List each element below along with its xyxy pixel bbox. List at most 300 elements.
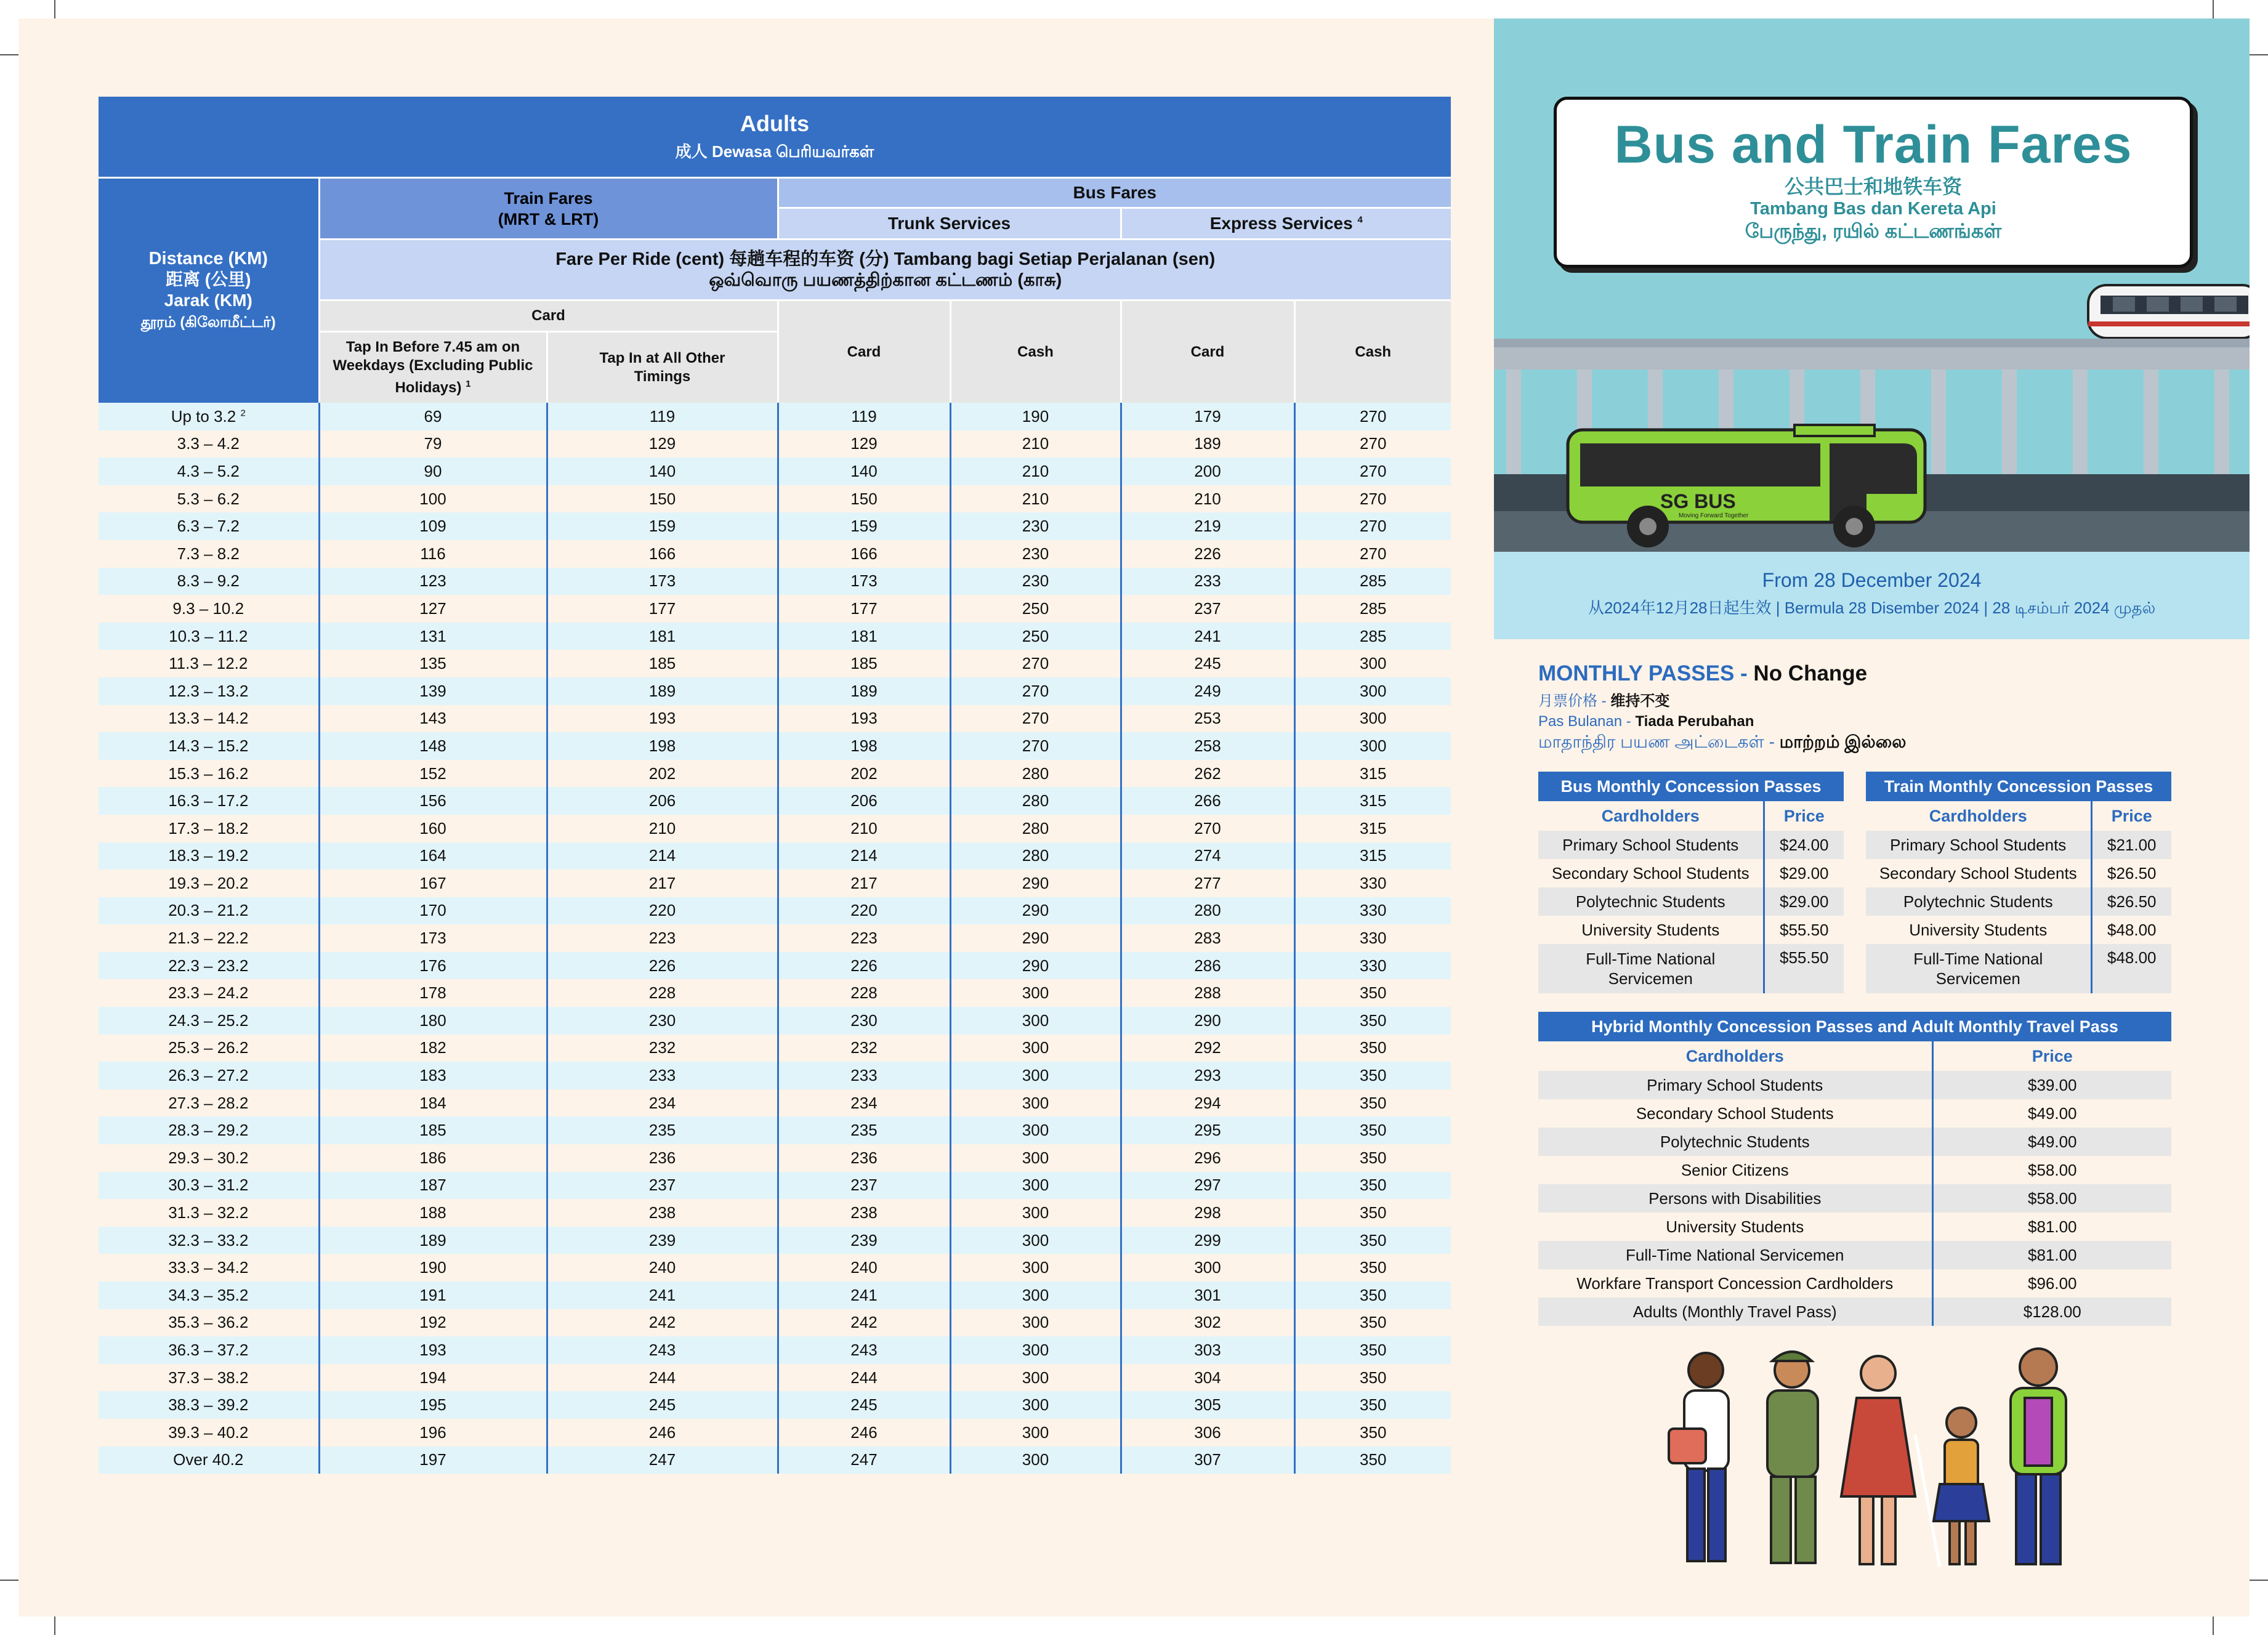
express-card-header: Card [1121,301,1294,403]
express-cash-cell: 350 [1294,1282,1451,1309]
trunk-cash-cell: 210 [950,430,1121,458]
trunk-cash-cell: 230 [950,540,1121,568]
express-cash-cell: 285 [1294,595,1451,623]
train-card-cell: 235 [547,1116,778,1144]
trunk-cash-cell: 300 [950,1391,1121,1419]
train-card-cell: 246 [547,1419,778,1447]
distance-cell: 6.3 – 7.2 [99,512,319,540]
fare-row [99,842,1451,870]
train-peak-card-cell: 178 [319,979,547,1007]
hero-title: Bus and Train Fares [1614,115,2133,174]
express-cash-cell: 350 [1294,1172,1451,1200]
cardholder-cell: Primary School Students [1538,831,1764,859]
trunk-card-cell: 228 [778,979,950,1007]
distance-cell: 26.3 – 27.2 [99,1062,319,1089]
train-card-cell: 240 [547,1254,778,1282]
express-cash-cell: 350 [1294,1116,1451,1144]
train-peak-card-cell: 164 [319,842,547,870]
train-card-cell: 244 [547,1364,778,1392]
trunk-card-cell: 232 [778,1035,950,1062]
person-student-icon [1934,1408,1989,1564]
distance-cell: 4.3 – 5.2 [99,458,319,485]
pass-row [1538,1128,2171,1156]
hybrid-passes-body [1538,1071,2171,1326]
trunk-card-cell: 242 [778,1309,950,1337]
train-peak-card-cell: 90 [319,458,547,485]
express-cash-cell: 350 [1294,1336,1451,1364]
fare-row [99,1172,1451,1200]
express-card-cell: 200 [1121,458,1294,485]
trunk-cash-cell: 300 [950,1007,1121,1035]
fare-row [99,568,1451,595]
trunk-cash-cell: 190 [950,403,1121,430]
distance-cell: 32.3 – 33.2 [99,1227,319,1254]
train-card-cell: 242 [547,1309,778,1337]
express-cash-cell: 285 [1294,623,1451,650]
express-card-cell: 233 [1121,568,1294,595]
express-card-cell: 274 [1121,842,1294,870]
hybrid-monthly-passes-table [1538,1012,2171,1326]
train-peak-card-cell: 180 [319,1007,547,1035]
fare-row [99,1309,1451,1337]
train-card-cell: 238 [547,1199,778,1227]
trunk-cash-cell: 300 [950,1447,1121,1474]
trunk-card-cell: 230 [778,1007,950,1035]
distance-cell: 36.3 – 37.2 [99,1336,319,1364]
train-peak-card-cell: 167 [319,870,547,897]
pass-row [1538,916,1844,944]
trunk-card-cell: 119 [778,403,950,430]
trunk-cash-cell: 300 [950,1309,1121,1337]
train-card-cell: 193 [547,705,778,733]
express-cash-cell: 315 [1294,815,1451,842]
trunk-card-cell: 193 [778,705,950,733]
price-cell: $26.50 [2091,887,2171,916]
express-card-cell: 294 [1121,1089,1294,1117]
train-peak-card-cell: 185 [319,1116,547,1144]
fare-row [99,485,1451,513]
train-peak-card-cell: 193 [319,1336,547,1364]
trunk-card-cell: 173 [778,568,950,595]
express-cash-cell: 350 [1294,1035,1451,1062]
monthly-passes-heading [1538,661,1906,752]
train-passes-col-price: Price [2091,801,2171,831]
train-peak-card-cell: 100 [319,485,547,513]
trunk-cash-cell: 290 [950,897,1121,925]
pass-row [1538,1071,2171,1099]
pass-row [1538,1269,2171,1298]
train-peak-card-cell: 176 [319,952,547,980]
distance-cell: 9.3 – 10.2 [99,595,319,623]
express-card-cell: 301 [1121,1282,1294,1309]
adults-title: Adults [740,110,809,136]
price-cell: $48.00 [2091,916,2171,944]
effective-date: From 28 December 2024 [1762,569,1982,591]
train-peak-card-cell: 156 [319,787,547,815]
commuters-illustration [1650,1342,2106,1583]
train-card-cell: 233 [547,1062,778,1089]
trunk-cash-cell: 300 [950,1419,1121,1447]
train-peak-card-cell: 79 [319,430,547,458]
fare-row [99,815,1451,842]
hero-title-ms: Tambang Bas dan Kereta Api [1750,199,1996,219]
price-cell: $55.50 [1764,916,1844,944]
fare-row [99,952,1451,980]
train-peak-card-cell: 186 [319,1144,547,1172]
cardholder-cell: Secondary School Students [1866,859,2091,887]
distance-cell: 28.3 – 29.2 [99,1116,319,1144]
express-card-cell: 288 [1121,979,1294,1007]
train-card-cell: 228 [547,979,778,1007]
fare-row [99,897,1451,925]
trunk-card-cell: 243 [778,1336,950,1364]
monthly-ms-label: Pas Bulanan - [1538,713,1636,730]
trunk-card-cell: 214 [778,842,950,870]
trunk-cash-header: Cash [950,301,1121,403]
express-cash-cell: 350 [1294,1144,1451,1172]
train-icon [2088,285,2250,338]
train-peak-card-cell: 182 [319,1035,547,1062]
train-card-cell: 237 [547,1172,778,1200]
viaduct-deck [1494,339,2250,347]
train-peak-card-cell: 127 [319,595,547,623]
express-card-cell: 179 [1121,403,1294,430]
fare-per-ride-header [319,240,1451,301]
express-cash-cell: 350 [1294,1391,1451,1419]
trunk-card-cell: 239 [778,1227,950,1254]
distance-cell: 33.3 – 34.2 [99,1254,319,1282]
trunk-card-cell: 245 [778,1391,950,1419]
distance-label-ms: Jarak (KM) [164,291,252,310]
express-cash-cell: 330 [1294,924,1451,952]
express-cash-cell: 300 [1294,650,1451,677]
express-card-cell: 290 [1121,1007,1294,1035]
express-card-cell: 298 [1121,1199,1294,1227]
fare-per-ride-line2: ஒவ்வொரு பயணத்திற்கான கட்டணம் (காசு) [709,270,1062,290]
trunk-cash-cell: 280 [950,760,1121,788]
express-card-cell: 286 [1121,952,1294,980]
fare-row [99,1062,1451,1089]
trunk-card-cell: 240 [778,1254,950,1282]
distance-cell: 37.3 – 38.2 [99,1364,319,1392]
express-cash-cell: 315 [1294,787,1451,815]
trunk-card-cell: 140 [778,458,950,485]
cardholder-cell: Primary School Students [1538,1071,1932,1099]
price-cell: $24.00 [1764,831,1844,859]
distance-cell: 7.3 – 8.2 [99,540,319,568]
fare-per-ride-line1: Fare Per Ride (cent) 每趟车程的车资 (分) Tambang bagi Setiap Perjalanan (sen) [555,249,1216,269]
person-woman-icon [1841,1356,1940,1567]
person-office-worker-icon [1669,1353,1729,1561]
cardholder-cell: University Students [1538,1213,1932,1241]
pass-row [1866,887,2171,916]
distance-label-en: Distance (KM) [148,249,268,268]
adults-header [99,97,1451,178]
cardholder-cell: Persons with Disabilities [1538,1184,1932,1213]
bus-passes-col-cardholders: Cardholders [1538,801,1764,831]
monthly-zh-bold: 维持不变 [1610,693,1670,709]
train-peak-card-cell: 135 [319,650,547,677]
express-card-cell: 266 [1121,787,1294,815]
trunk-card-cell: 185 [778,650,950,677]
trunk-card-cell: 177 [778,595,950,623]
cardholder-cell: University Students [1866,916,2091,944]
trunk-cash-cell: 300 [950,1227,1121,1254]
trunk-cash-cell: 300 [950,1116,1121,1144]
trunk-cash-cell: 270 [950,650,1121,677]
fare-row [99,787,1451,815]
train-peak-card-cell: 109 [319,512,547,540]
train-peak-card-cell: 170 [319,897,547,925]
trunk-card-cell: 129 [778,430,950,458]
express-card-cell: 210 [1121,485,1294,513]
hero-banner [1494,18,2250,552]
express-card-cell: 307 [1121,1447,1294,1474]
trunk-card-cell: 236 [778,1144,950,1172]
train-peak-card-cell: 123 [319,568,547,595]
distance-cell: 27.3 – 28.2 [99,1089,319,1117]
train-fares-title: Train Fares [504,188,593,208]
train-card-cell: 189 [547,677,778,705]
price-cell: $55.50 [1764,944,1844,993]
train-card-cell: 129 [547,430,778,458]
train-peak-card-cell: 194 [319,1364,547,1392]
trunk-cash-cell: 280 [950,842,1121,870]
express-services-header [1121,208,1451,240]
distance-cell: 18.3 – 19.2 [99,842,319,870]
trunk-cash-cell: 280 [950,787,1121,815]
train-card-cell: 185 [547,650,778,677]
distance-cell: 38.3 – 39.2 [99,1391,319,1419]
monthly-passes-title [1538,661,1906,686]
fare-row [99,430,1451,458]
train-card-cell: 166 [547,540,778,568]
express-card-cell: 258 [1121,732,1294,760]
pass-row [1538,831,1844,859]
trunk-card-cell: 247 [778,1447,950,1474]
hero-title-box [1554,97,2193,268]
bus-monthly-passes-table [1538,772,1844,993]
monthly-ms [1538,711,1906,732]
train-card-cell: 239 [547,1227,778,1254]
distance-cell: 10.3 – 11.2 [99,623,319,650]
train-card-cell: 220 [547,897,778,925]
train-peak-card-cell: 183 [319,1062,547,1089]
cardholder-cell: Full-Time National Servicemen [1866,944,2091,993]
trunk-cash-cell: 290 [950,924,1121,952]
distance-cell: 24.3 – 25.2 [99,1007,319,1035]
trunk-card-cell: 206 [778,787,950,815]
price-cell: $21.00 [2091,831,2171,859]
express-cash-cell: 285 [1294,568,1451,595]
express-card-cell: 292 [1121,1035,1294,1062]
trunk-cash-cell: 210 [950,485,1121,513]
train-peak-card-cell: 69 [319,403,547,430]
express-cash-cell: 315 [1294,760,1451,788]
express-footnote: 4 [1357,214,1363,225]
express-card-cell: 304 [1121,1364,1294,1392]
cardholder-cell: University Students [1538,916,1764,944]
pass-row [1866,916,2171,944]
express-cash-cell: 350 [1294,1309,1451,1337]
fare-row [99,623,1451,650]
train-peak-card-cell: 196 [319,1419,547,1447]
trunk-card-cell: 237 [778,1172,950,1200]
train-card-cell: 245 [547,1391,778,1419]
express-cash-cell: 270 [1294,458,1451,485]
monthly-title-label: MONTHLY PASSES - [1538,661,1754,685]
cardholder-cell: Primary School Students [1866,831,2091,859]
fare-row [99,870,1451,897]
trunk-card-cell: 233 [778,1062,950,1089]
train-card-cell: 223 [547,924,778,952]
train-passes-body [1866,831,2171,993]
monthly-zh-label: 月票价格 - [1538,693,1611,709]
trunk-card-cell: 198 [778,732,950,760]
trunk-cash-cell: 250 [950,623,1121,650]
express-cash-cell: 330 [1294,870,1451,897]
train-card-cell: 210 [547,815,778,842]
train-card-cell: 198 [547,732,778,760]
distance-cell: Over 40.2 [99,1447,319,1474]
express-cash-cell: 300 [1294,705,1451,733]
trunk-card-cell: 210 [778,815,950,842]
cardholder-cell: Workfare Transport Concession Cardholders [1538,1269,1932,1298]
hybrid-passes-col-cardholders: Cardholders [1538,1041,1932,1071]
distance-value: Up to 3.2 [171,406,236,426]
trunk-card-cell: 226 [778,952,950,980]
express-cash-header: Cash [1294,301,1451,403]
trunk-card-cell: 181 [778,623,950,650]
train-card-header: Card [319,301,778,332]
train-card-cell: 243 [547,1336,778,1364]
fare-row [99,458,1451,485]
distance-cell: 16.3 – 17.2 [99,787,319,815]
distance-footnote: 2 [240,408,246,419]
train-card-cell: 241 [547,1282,778,1309]
pass-row [1538,887,1844,916]
fare-row [99,1391,1451,1419]
express-cash-cell: 350 [1294,1364,1451,1392]
fare-row [99,1116,1451,1144]
distance-cell: 13.3 – 14.2 [99,705,319,733]
train-peak-card-cell: 143 [319,705,547,733]
express-card-cell: 262 [1121,760,1294,788]
monthly-ms-bold: Tiada Perubahan [1635,713,1754,730]
trunk-cash-cell: 300 [950,1144,1121,1172]
distance-cell: 3.3 – 4.2 [99,430,319,458]
train-card-cell: 150 [547,485,778,513]
distance-cell: 8.3 – 9.2 [99,568,319,595]
express-card-cell: 270 [1121,815,1294,842]
express-card-cell: 302 [1121,1309,1294,1337]
trunk-card-header: Card [778,301,950,403]
price-cell: $58.00 [1932,1184,2171,1213]
fare-row [99,1364,1451,1392]
monthly-no-change: No Change [1753,661,1868,685]
train-card-cell: 232 [547,1035,778,1062]
distance-cell: 23.3 – 24.2 [99,979,319,1007]
trunk-cash-cell: 270 [950,732,1121,760]
fare-row [99,1282,1451,1309]
distance-label-zh: 距离 (公里) [166,270,251,289]
fare-row [99,1089,1451,1117]
fare-row [99,1144,1451,1172]
distance-cell: 14.3 – 15.2 [99,732,319,760]
trunk-card-cell: 166 [778,540,950,568]
express-cash-cell: 300 [1294,677,1451,705]
express-cash-cell: 330 [1294,897,1451,925]
trunk-card-cell: 159 [778,512,950,540]
express-cash-cell: 330 [1294,952,1451,980]
train-card-cell: 247 [547,1447,778,1474]
pass-row [1538,859,1844,887]
trunk-card-cell: 246 [778,1419,950,1447]
train-card-cell: 206 [547,787,778,815]
express-cash-cell: 270 [1294,430,1451,458]
express-services-label: Express Services [1209,214,1353,233]
trunk-card-cell: 150 [778,485,950,513]
cardholder-cell: Secondary School Students [1538,859,1764,887]
fare-row [99,677,1451,705]
train-peak-card-cell: 116 [319,540,547,568]
price-cell: $26.50 [2091,859,2171,887]
express-card-cell: 306 [1121,1419,1294,1447]
fare-row [99,1227,1451,1254]
trunk-card-cell: 241 [778,1282,950,1309]
fare-row [99,924,1451,952]
train-card-cell: 234 [547,1089,778,1117]
train-peak-card-cell: 187 [319,1172,547,1200]
train-peak-card-cell: 197 [319,1447,547,1474]
bus-logo: SG BUS [1660,490,1736,512]
pass-row [1538,1099,2171,1128]
pass-row [1538,1213,2171,1241]
express-cash-cell: 350 [1294,1447,1451,1474]
trunk-card-cell: 223 [778,924,950,952]
fare-row [99,512,1451,540]
train-peak-card-cell: 148 [319,732,547,760]
train-peak-card-cell: 139 [319,677,547,705]
fare-row [99,403,1451,430]
express-card-cell: 237 [1121,595,1294,623]
fare-row [99,705,1451,733]
express-cash-cell: 270 [1294,403,1451,430]
monthly-zh [1538,691,1906,711]
trunk-card-cell: 244 [778,1364,950,1392]
train-peak-card-cell: 191 [319,1282,547,1309]
express-cash-cell: 300 [1294,732,1451,760]
express-card-cell: 189 [1121,430,1294,458]
trunk-cash-cell: 300 [950,1089,1121,1117]
train-peak-card-cell: 152 [319,760,547,788]
distance-cell: 35.3 – 36.2 [99,1309,319,1337]
fare-row [99,1336,1451,1364]
hero-title-zh: 公共巴士和地铁车资 [1784,176,1962,198]
distance-cell: 20.3 – 21.2 [99,897,319,925]
distance-cell: 12.3 – 13.2 [99,677,319,705]
tap-before-label: Tap In Before 7.45 am on Weekdays (Excluding Public Holidays) [333,339,533,396]
express-card-cell: 295 [1121,1116,1294,1144]
trunk-card-cell: 234 [778,1089,950,1117]
effective-date-band [1494,552,2250,639]
fare-row [99,1447,1451,1474]
train-peak-card-cell: 189 [319,1227,547,1254]
distance-cell: 30.3 – 31.2 [99,1172,319,1200]
pass-row [1538,1298,2171,1326]
express-cash-cell: 270 [1294,540,1451,568]
train-card-cell: 140 [547,458,778,485]
